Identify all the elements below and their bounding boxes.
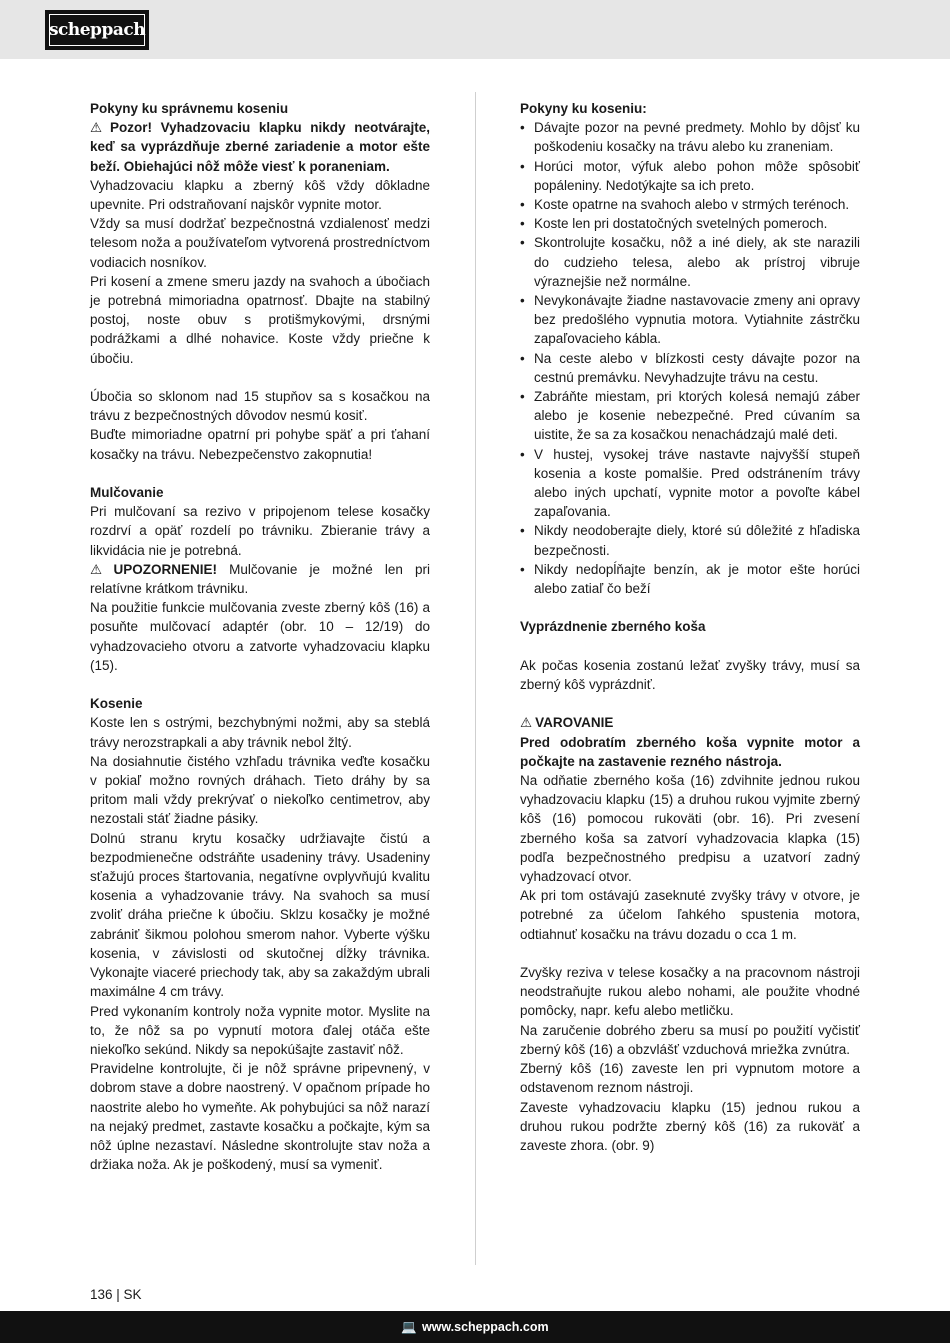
list-item: • Nikdy neodoberajte diely, ktoré sú dôležité z hľadiska bezpečnosti. xyxy=(520,521,860,559)
list-item: • Skontrolujte kosačku, nôž a iné diely, ak ste narazili do cudzieho telesa, alebo ak prístroj vibruje výraznejšie než normálne. xyxy=(520,233,860,291)
warning-paragraph xyxy=(90,118,430,176)
paragraph: Na odňatie zberného koša (16) zdvihnite jednou rukou vyhadzovaciu klapku (15) a druhou rukou vyjmite zberný kôš (16) pomocou rukoväti (obr. 16). Pri zvesení zberného koša sa zatvorí vyhadzovacia klapka (15) podľa bezpečnostného predpisu a uzatvorí zadný vyhadzovací otvor. xyxy=(520,773,860,885)
paragraph: Dolnú stranu krytu kosačky udržiavajte čistú a bezpodmienečne odstráňte usadeniny trávy. Usadeniny sťažujú proces štartovania, negatívne ovplyvňujú kvalitu kosenia a vyhadzovanie trávy. Na svahoch sa musí zvoliť dráha priečne k úbočiu. Sklzu kosačky je možné zabrániť šikmou polohou smerom nahor. Vyberte výšku kosenia, v závislosti od skutočnej dĺžky trávnika. Vykonajte viaceré priechody tak, aby sa zakaždým ubrali maximálne 4 cm trávy. xyxy=(90,830,430,1000)
right-column xyxy=(520,99,860,1155)
notice-paragraph xyxy=(90,560,430,598)
paragraph: Ak pri tom ostávajú zaseknuté zvyšky trávy v otvore, je potrebné za účelom ľahkého spustenia motora, odtiahnuť kosačku na trávu dozadu o cca 1 m. xyxy=(520,888,860,942)
paragraph: Na zaručenie dobrého zberu sa musí po použití vyčistiť zberný kôš (16) a obzvlášť vzduchová mriežka zvnútra. xyxy=(520,1022,860,1057)
column-divider xyxy=(475,92,476,1265)
paragraph: Buďte mimoriadne opatrní pri pohybe späť a pri ťahaní kosačky na trávu. Nebezpečenstvo zakopnutia! xyxy=(90,427,430,462)
header-bar xyxy=(0,0,950,59)
list-item: • Na ceste alebo v blízkosti cesty dávajte pozor na cestnú premávku. Nevyhadzujte trávu na cestu. xyxy=(520,349,860,387)
paragraph: Pri kosení a zmene smeru jazdy na svahoch a úbočiach je potrebná mimoriadna opatrnosť. Dbajte na stabilný postoj, noste obuv s protišmykovými, drsnými podrážkami a dlhé nohavice. Koste vždy priečne k úbočiu. xyxy=(90,273,430,366)
left-column xyxy=(90,99,430,1174)
computer-icon: 💻 xyxy=(401,1319,417,1334)
paragraph: Úbočia so sklonom nad 15 stupňov sa s kosačkou na trávu z bezpečnostných dôvodov nesmú kosiť. xyxy=(90,389,430,424)
section-title-mowing: Kosenie xyxy=(90,696,143,712)
paragraph: Na dosiahnutie čistého vzhľadu trávnika veďte kosačku v pokiaľ možno rovných dráhach. Tieto dráhy by sa pritom mali vždy prekrývať o niekoľko centimetrov, aby nezostali stáť žiadne pásiky. xyxy=(90,753,430,827)
brand-logo xyxy=(45,10,149,50)
bullet-list xyxy=(520,118,860,598)
paragraph: Ak počas kosenia zostanú ležať zvyšky trávy, musí sa zberný kôš vyprázdniť. xyxy=(520,657,860,693)
paragraph: Pred vykonaním kontroly noža vypnite motor. Myslite na to, že nôž sa po vypnutí motora ďalej otáča ešte niekoľko sekúnd. Nikdy sa nepokúšajte zastaviť nôž. xyxy=(90,1003,430,1057)
notice-text: Mulčovanie je možné len pri relatívne krátkom trávniku. xyxy=(90,561,430,597)
warning-heading xyxy=(520,713,860,732)
paragraph: Vždy sa musí dodržať bezpečnostná vzdialenosť medzi telesom noža a používateľom vytvorená prostredníctvom vodiacich nosníkov. xyxy=(90,216,430,270)
list-item: • Nevykonávajte žiadne nastavovacie zmeny ani opravy bez predošlého vypnutia motora. Vytiahnite zástrčku zapaľovacieho kábla. xyxy=(520,291,860,349)
list-item: • Koste len pri dostatočných svetelných pomeroch. xyxy=(520,214,860,233)
list-item: • Koste opatrne na svahoch alebo v strmých terénoch. xyxy=(520,195,860,214)
warning-icon: ⚠ xyxy=(520,715,533,731)
list-item: • Horúci motor, výfuk alebo pohon môže spôsobiť popáleniny. Nedotýkajte sa ich preto. xyxy=(520,157,860,195)
section-title-mowing-instructions: Pokyny ku koseniu: xyxy=(520,101,647,116)
list-item: • Nikdy nedopĺňajte benzín, ak je motor ešte horúci alebo zatiaľ čo beží xyxy=(520,560,860,598)
paragraph: Na použitie funkcie mulčovania zveste zberný kôš (16) a posuňte mulčovací adaptér (obr. 10 – 12/19) do vyhadzovacieho otvoru a zatvorte vyhadzovaciu klapku (15). xyxy=(90,600,430,673)
section-title-proper-mowing: Pokyny ku správnemu koseniu xyxy=(90,101,289,116)
section-title-emptying-bag: Vyprázdnenie zberného koša xyxy=(520,619,706,635)
footer-bar xyxy=(0,1311,950,1343)
warning-label: VAROVANIE xyxy=(535,715,614,731)
list-item: • Dávajte pozor na pevné predmety. Mohlo by dôjsť ku poškodeniu kosačky na trávu alebo ku zraneniam. xyxy=(520,118,860,156)
page-number: 136 | SK xyxy=(90,1287,142,1302)
paragraph: Vyhadzovaciu klapku a zberný kôš vždy dôkladne upevnite. Pri odstraňovaní najskôr vypnite motor. xyxy=(90,177,430,213)
warning-icon: ⚠ xyxy=(90,120,108,136)
brand-logo-text: scheppach xyxy=(49,14,145,46)
warning-text: Pred odobratím zberného koša vypnite motor a počkajte na zastavenie rezného nástroja. xyxy=(520,734,860,769)
website-link[interactable]: www.scheppach.com xyxy=(421,1320,549,1334)
paragraph: Zvyšky reziva v telese kosačky a na pracovnom nástroji neodstraňujte rukou alebo nohami, ale použite vhodné pomôcky, napr. kefu alebo metličku. xyxy=(520,965,860,1019)
paragraph: Zberný kôš (16) zaveste len pri vypnutom motore a odstavenom reznom nástroji. xyxy=(520,1061,860,1096)
section-title-mulching: Mulčovanie xyxy=(90,485,164,501)
warning-text: Pozor! Vyhadzovaciu klapku nikdy neotvárajte, keď sa vyprázdňuje zberné zariadenie a motor ešte beží. Obiehajúci nôž môže viesť k poraneniam. xyxy=(90,120,430,174)
paragraph: Koste len s ostrými, bezchybnými nožmi, aby sa steblá trávy nerozstrapkali a aby trávnik nebol žltý. xyxy=(90,715,430,750)
paragraph: Zaveste vyhadzovaciu klapku (15) jednou rukou a druhou rukou podržte zberný kôš (16) za rukoväť a zaveste zhora. (obr. 9) xyxy=(520,1099,860,1153)
paragraph: Pri mulčovaní sa rezivo v pripojenom telese kosačky rozdrví a opäť rozdelí po trávniku. Zbieranie trávy a likvidácia nie je potrebná. xyxy=(90,504,430,558)
warning-icon: ⚠ xyxy=(90,561,111,577)
paragraph: Pravidelne kontrolujte, či je nôž správne pripevnený, v dobrom stave a dobre naostrený. V opačnom prípade ho naostrite alebo ho vymeňte. Ak pohybujúci sa nôž narazí na nejaký predmet, zastavte kosačku a počkajte, kým sa nôž úplne nezastaví. Následne skontrolujte stav noža a držiaka noža. Ak je poškodený, musí sa vymeniť. xyxy=(90,1061,430,1173)
notice-label: UPOZORNENIE! xyxy=(113,561,217,577)
list-item: • Zabráňte miestam, pri ktorých kolesá nemajú záber alebo je kosenie nebezpečné. Pred cúvaním sa uistite, že sa za kosačkou nenachádzajú malé deti. xyxy=(520,387,860,445)
list-item: • V hustej, vysokej tráve nastavte najvyšší stupeň kosenia a koste pomalšie. Pred odstránením trávy alebo iných upchatí, vypnite motor a povoľte kábel zapaľovania. xyxy=(520,445,860,522)
